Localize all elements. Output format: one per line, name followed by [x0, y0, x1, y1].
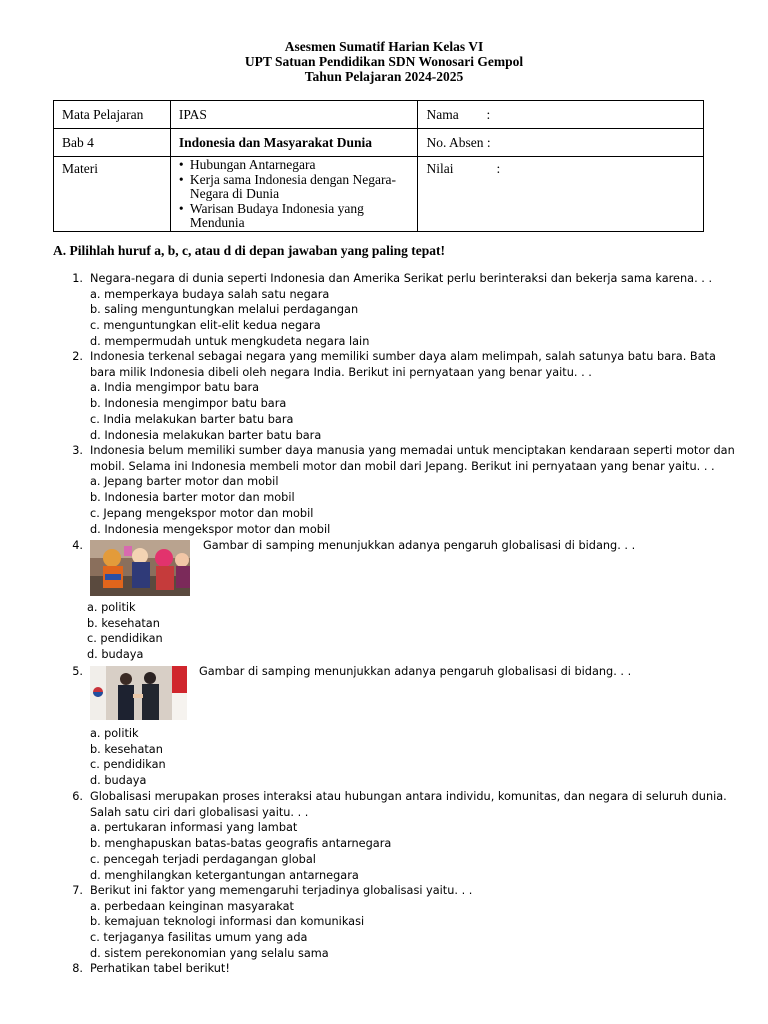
- question-text: Gambar di samping menunjukkan adanya pengaruh globalisasi di bidang. . .: [203, 539, 636, 552]
- header-school: UPT Satuan Pendidikan SDN Wonosari Gempol: [244, 54, 524, 69]
- table-row: [54, 129, 704, 157]
- option-a[interactable]: a. Jepang barter motor dan mobil: [90, 475, 279, 489]
- question-text: mobil. Selama ini Indonesia membeli motor dan mobil dari Jepang. Berikut ini pernyataan yang benar yaitu. . .: [90, 459, 715, 473]
- option-c[interactable]: c. terjaganya fasilitas umum yang ada: [90, 931, 308, 945]
- materi-list-cell: [170, 157, 418, 232]
- option-b[interactable]: b. saling menguntungkan melalui perdagangan: [90, 303, 359, 317]
- question-text: Gambar di samping menunjukkan adanya pengaruh globalisasi di bidang. . .: [199, 665, 632, 678]
- question-text: Negara-negara di dunia seperti Indonesia dan Amerika Serikat perlu berinteraksi dan bekerja sama karena. . .: [90, 272, 713, 285]
- document-header: [0, 39, 768, 84]
- mapel-value: IPAS: [170, 101, 418, 129]
- option-a[interactable]: a. pertukaran informasi yang lambat: [90, 821, 298, 835]
- cosplay-photo: [90, 540, 190, 596]
- question-number: 4.: [72, 539, 83, 552]
- option-c[interactable]: c. menguntungkan elit-elit kedua negara: [90, 319, 321, 333]
- question-body: [90, 961, 730, 977]
- option-c[interactable]: c. pencegah terjadi perdagangan global: [90, 852, 316, 866]
- question-number: 3.: [72, 444, 83, 457]
- option-d[interactable]: d. budaya: [87, 648, 144, 662]
- option-a[interactable]: a. India mengimpor batu bara: [90, 381, 260, 395]
- option-b[interactable]: b. menghapuskan batas-batas geografis antarnegara: [90, 837, 392, 851]
- option-d[interactable]: d. Indonesia melakukan barter batu bara: [90, 428, 322, 442]
- cosplay-photo-image: [90, 540, 190, 596]
- option-c[interactable]: c. pendidikan: [90, 758, 166, 772]
- option-d[interactable]: d. menghilangkan ketergantungan antarnegara: [90, 868, 359, 882]
- materi-item: • Kerja sama Indonesia dengan Negara- Negara di Dunia: [179, 173, 418, 202]
- materi-item: • Hubungan Antarnegara: [179, 158, 418, 173]
- option-b[interactable]: b. kemajuan teknologi informasi dan komunikasi: [90, 915, 365, 929]
- question-number: 8.: [72, 962, 83, 975]
- option-a[interactable]: a. politik: [90, 727, 139, 740]
- option-a[interactable]: a. memperkaya budaya salah satu negara: [90, 287, 330, 301]
- bab-value: Indonesia dan Masyarakat Dunia: [170, 129, 418, 157]
- question-number: 1.: [72, 272, 83, 285]
- question-number: 6.: [72, 790, 83, 803]
- leaders-handshake-photo: [90, 666, 187, 720]
- materi-item: • Warisan Budaya Indonesia yang Mendunia: [179, 202, 418, 231]
- question-options: [87, 600, 163, 663]
- question-text: Perhatikan tabel berikut!: [90, 962, 230, 975]
- nama-colon: :: [486, 106, 491, 122]
- option-a[interactable]: a. perbedaan keinginan masyarakat: [90, 899, 294, 913]
- question-options: [90, 726, 166, 789]
- leaders-handshake-image: [90, 666, 187, 720]
- option-c[interactable]: c. India melakukan barter batu bara: [90, 412, 294, 426]
- header-year: Tahun Pelajaran 2024-2025: [304, 69, 464, 84]
- option-d[interactable]: d. budaya: [90, 774, 147, 788]
- mapel-label: Mata Pelajaran: [54, 101, 171, 129]
- option-b[interactable]: b. Indonesia mengimpor batu bara: [90, 397, 287, 411]
- option-c[interactable]: c. Jepang mengekspor motor dan mobil: [90, 506, 314, 520]
- identity-table: [53, 100, 704, 232]
- option-d[interactable]: d. mempermudah untuk mengkudeta negara lain: [90, 334, 370, 348]
- materi-label: Materi: [54, 157, 171, 232]
- nilai-colon: :: [496, 161, 501, 176]
- table-row: [54, 157, 704, 232]
- materi-list: [179, 158, 418, 231]
- question-5: [0, 664, 768, 790]
- option-b[interactable]: b. Indonesia barter motor dan mobil: [90, 491, 295, 505]
- question-text: Globalisasi merupakan proses interaksi atau hubungan antara individu, komunitas, dan negara di seluruh dunia.: [90, 790, 727, 803]
- table-row: [54, 101, 704, 129]
- question-text: Berikut ini faktor yang memengaruhi terjadinya globalisasi yaitu. . .: [90, 884, 473, 897]
- nama-cell[interactable]: [418, 101, 704, 129]
- question-text: Indonesia terkenal sebagai negara yang memiliki sumber daya alam melimpah, salah satunya batu bara. Bata: [90, 350, 716, 363]
- option-b[interactable]: b. kesehatan: [90, 742, 163, 756]
- question-text: Salah satu ciri dari globalisasi yaitu. . .: [90, 805, 309, 819]
- question-number: 5.: [72, 665, 83, 678]
- nama-label: Nama: [426, 106, 459, 122]
- section-a-title: A. Pilihlah huruf a, b, c, atau d di depan jawaban yang paling tepat!: [53, 243, 445, 258]
- question-body: [90, 443, 735, 537]
- bab-label: Bab 4: [54, 129, 171, 157]
- option-d[interactable]: d. Indonesia mengekspor motor dan mobil: [90, 522, 331, 536]
- question-number: 2.: [72, 350, 83, 363]
- question-4: [0, 538, 768, 664]
- option-c[interactable]: c. pendidikan: [87, 632, 163, 646]
- question-text: Indonesia belum memiliki sumber daya manusia yang memadai untuk menciptakan kendaraan seperti motor dan: [90, 444, 735, 457]
- header-title: Asesmen Sumatif Harian Kelas VI: [284, 39, 484, 54]
- nilai-label: Nilai: [426, 161, 454, 176]
- absen-label[interactable]: No. Absen :: [418, 129, 704, 157]
- question-body: [90, 271, 730, 350]
- question-body: [90, 349, 730, 443]
- question-body: [90, 789, 730, 883]
- question-body: [90, 883, 730, 962]
- question-number: 7.: [72, 884, 83, 897]
- option-b[interactable]: b. kesehatan: [87, 616, 160, 630]
- question-text: bara milik Indonesia dibeli oleh negara India. Berikut ini pernyataan yang benar yaitu. . .: [90, 365, 592, 379]
- option-a[interactable]: a. politik: [87, 601, 136, 614]
- nilai-cell[interactable]: [418, 157, 704, 232]
- option-d[interactable]: d. sistem perekonomian yang selalu sama: [90, 946, 329, 960]
